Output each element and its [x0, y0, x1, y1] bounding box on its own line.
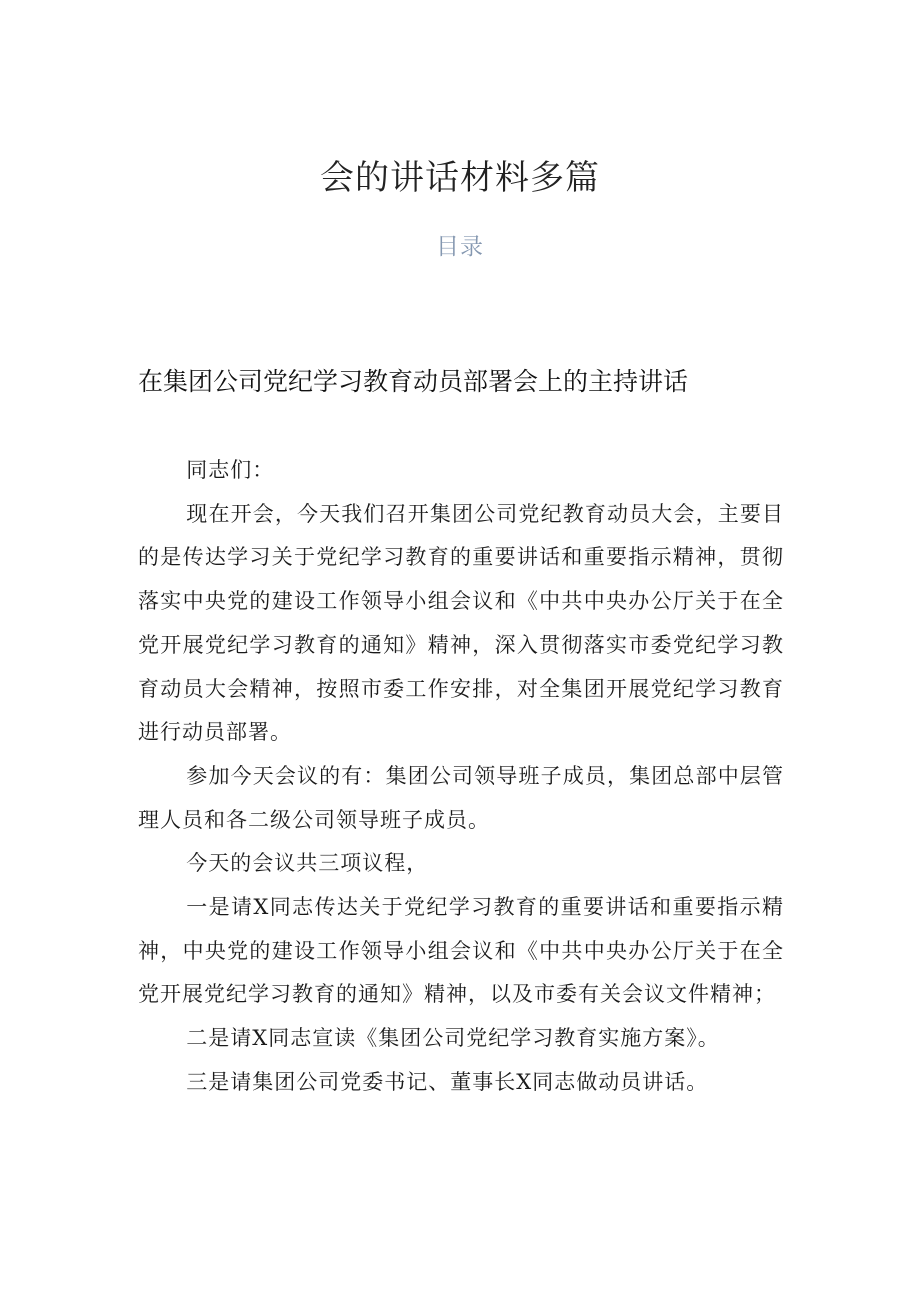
- paragraph-opening: 现在开会，今天我们召开集团公司党纪教育动员大会，主要目的是传达学习关于党纪学习教育的重要讲话和重要指示精神，贯彻落实中央党的建设工作领导小组会议和《中共中央办公厅关于在全党开展党纪学习教育的通知》精神，深入贯彻落实市委党纪学习教育动员大会精神，按照市委工作安排，对全集团开展党纪学习教育进行动员部署。: [138, 501, 784, 745]
- speech-body: [138, 449, 784, 1105]
- document-title: 会的讲话材料多篇: [320, 158, 600, 198]
- paragraph-agenda-intro: 今天的会议共三项议程，: [186, 851, 429, 876]
- paragraph-agenda-item-1: 一是请X同志传达关于党纪学习教育的重要讲话和重要指示精神，中央党的建设工作领导小组会议和《中共中央办公厅关于在全党开展党纪学习教育的通知》精神，以及市委有关会议文件精神；: [138, 895, 784, 1007]
- paragraph-attendees: 参加今天会议的有：集团公司领导班子成员，集团总部中层管理人员和各二级公司领导班子成员。: [138, 763, 784, 832]
- paragraph-agenda-item-3: 三是请集团公司党委书记、董事长X同志做动员讲话。: [186, 1069, 709, 1094]
- section-heading: 在集团公司党纪学习教育动员部署会上的主持讲话: [138, 367, 689, 396]
- paragraph-salutation: 同志们：: [186, 458, 275, 482]
- paragraph-agenda-item-2: 二是请X同志宣读《集团公司党纪学习教育实施方案》。: [186, 1026, 720, 1051]
- toc-heading: 目录: [436, 234, 484, 260]
